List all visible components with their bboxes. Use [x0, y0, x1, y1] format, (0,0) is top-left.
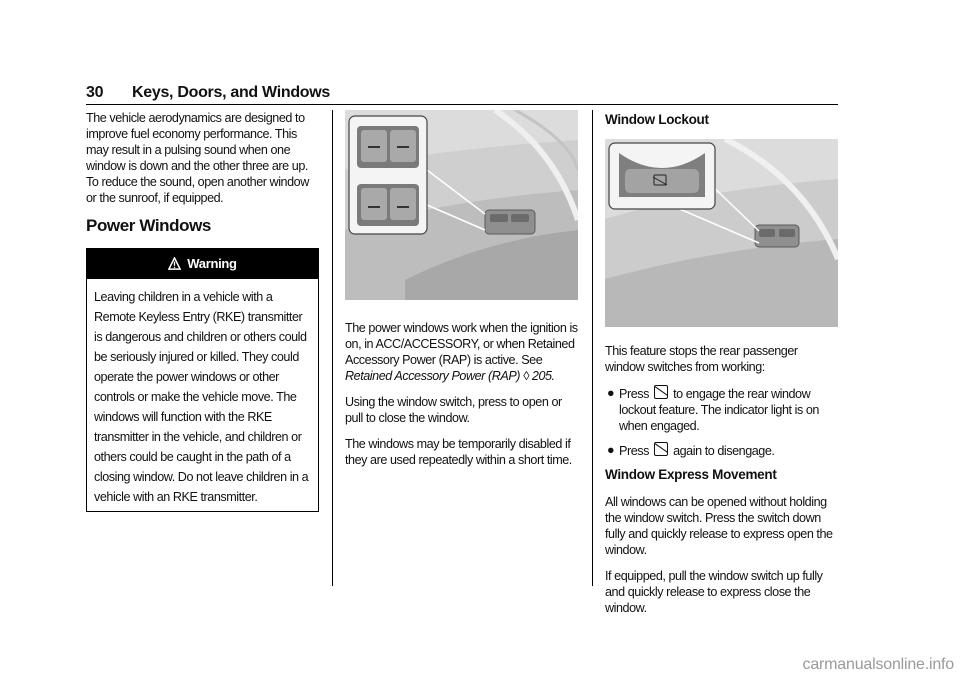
- express-paragraph-1: All windows can be opened without holding the window switch. Press the switch down fully and quickly release to express open the window.: [605, 495, 833, 557]
- column-2: [345, 110, 578, 478]
- power-windows-paragraph-3: The windows may be temporarily disabled if they are used repeatedly within a short time.: [345, 437, 572, 467]
- header-rule: [86, 104, 838, 105]
- warning-text: Leaving children in a vehicle with a Remote Keyless Entry (RKE) transmitter is dangerous and children or others could be seriously injured or killed. They could operate the power windows or other controls or make the vehicle move. The windows will function with the RKE transmitter in the vehicle, and children or others could be caught in the path of a closing window. Do not leave children in a vehicle with an RKE transmitter.: [94, 290, 309, 504]
- section-title: Keys, Doors, and Windows: [132, 84, 331, 101]
- list-item-prefix: Press: [619, 444, 649, 458]
- column-1: [86, 110, 319, 512]
- list-item-prefix: Press: [619, 387, 649, 401]
- list-item-text: again to disengage.: [673, 444, 775, 458]
- page-reference: ◊ 205.: [523, 369, 555, 383]
- list-item: [605, 385, 838, 434]
- list-item-text: to engage the rear window lockout feature. The indicator light is on when engaged.: [619, 387, 819, 433]
- express-paragraph-2: If equipped, pull the window switch up fully and quickly release to express close the window.: [605, 569, 823, 615]
- window-lockout-icon: [654, 442, 668, 456]
- window-lockout-list: [605, 385, 838, 459]
- warning-triangle-icon: [168, 251, 181, 281]
- warning-box: [86, 248, 319, 512]
- column-divider-left: [332, 110, 333, 586]
- power-windows-paragraph-1: [345, 320, 578, 384]
- paragraph-text: The power windows work when the ignition is on, in ACC/ACCESSORY, or when Retained Accessory Power (RAP) is active. See: [345, 321, 578, 367]
- column-3: [605, 110, 838, 626]
- window-express-movement-heading: Window Express Movement: [605, 467, 777, 482]
- window-lockout-icon: [654, 385, 668, 399]
- power-windows-paragraph-2: Using the window switch, press to open or pull to close the window.: [345, 395, 562, 425]
- bullet-icon: ●: [607, 443, 615, 457]
- window-lockout-heading: Window Lockout: [605, 112, 709, 127]
- page-header: [86, 84, 838, 106]
- power-windows-heading: Power Windows: [86, 216, 211, 235]
- list-item: [605, 442, 838, 459]
- column-divider-right: [592, 110, 593, 586]
- window-lockout-button-illustration: [605, 139, 838, 327]
- window-lockout-paragraph: This feature stops the rear passenger window switches from working:: [605, 344, 798, 374]
- rap-link[interactable]: Retained Accessory Power (RAP): [345, 369, 521, 383]
- warning-title: Warning: [187, 256, 237, 271]
- bullet-icon: ●: [607, 386, 615, 400]
- warning-header: [87, 249, 318, 279]
- intro-paragraph: The vehicle aerodynamics are designed to improve fuel economy performance. This may result in a pulsing sound when one window is down and the other three are up. To reduce the sound, open another window or the sunroof, if equipped.: [86, 111, 309, 205]
- watermark: carmanualsonline.info: [802, 656, 954, 673]
- page-number: 30: [86, 84, 104, 101]
- power-window-switch-illustration: [345, 110, 578, 300]
